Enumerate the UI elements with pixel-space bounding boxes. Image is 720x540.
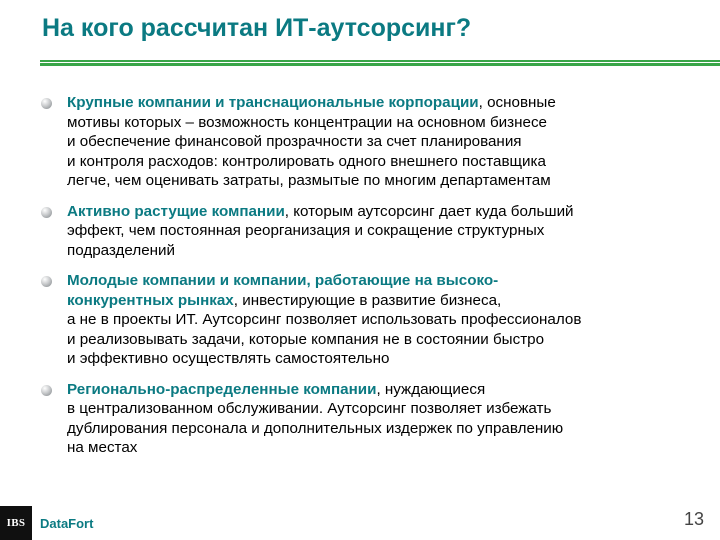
item-line: и обеспечение финансовой прозрачности за счет планирования [67, 133, 522, 150]
item-line: на местах [67, 439, 138, 456]
footer-brand: DataFort [40, 516, 94, 531]
item-line: подразделений [67, 241, 176, 259]
item-first-line [67, 380, 720, 400]
item-lead: Крупные компании и транснациональные корпорации [67, 94, 479, 111]
title-divider [40, 60, 720, 66]
item-first-line [67, 202, 720, 222]
item-line: мотивы которых – возможность концентрации на основном бизнесе [67, 113, 547, 131]
item-lead: конкурентных рынках [67, 291, 234, 309]
item-lead: Активно растущие компании [67, 202, 285, 220]
item-line: в централизованном обслуживании. Аутсорсинг позволяет избежать [67, 400, 552, 417]
item-first-line [67, 291, 720, 311]
item-line: дублирования персонала и дополнительных издержек по управлению [67, 419, 564, 437]
item-line: и контроля расходов: контролировать одного внешнего поставщика [67, 152, 546, 170]
item-tail: , которым аутсорсинг дает куда больший [284, 202, 574, 220]
bullet-icon [41, 207, 52, 218]
item-line: легче, чем оценивать затраты, размытые по многим департаментам [67, 172, 551, 189]
bullet-icon [41, 276, 52, 287]
item-tail: , инвестирующие в развитие бизнеса, [233, 291, 502, 309]
item-tail: , основные [478, 94, 556, 111]
item-line: а не в проекты ИТ. Аутсорсинг позволяет использовать профессионалов [67, 311, 582, 328]
list-item [36, 271, 720, 369]
item-line: и эффективно осуществлять самостоятельно [67, 350, 390, 367]
list-item [36, 202, 720, 261]
item-tail: , нуждающиеся [376, 380, 486, 398]
slide-title: На кого рассчитан ИТ-аутсорсинг? [42, 14, 472, 42]
bullet-icon [41, 385, 52, 396]
list-item [36, 93, 720, 191]
item-lead: Молодые компании и компании, работающие на высоко- [67, 272, 499, 289]
item-line: эффект, чем постоянная реорганизация и сокращение структурных [67, 222, 545, 239]
logo-text: IBS [6, 517, 26, 529]
item-lead: Регионально-распределенные компании [67, 380, 377, 398]
item-first-line [67, 93, 720, 113]
bullet-list [36, 93, 720, 458]
ibs-logo [0, 506, 32, 540]
page-number: 13 [683, 509, 704, 529]
list-item [36, 380, 720, 458]
bullet-icon [41, 98, 52, 109]
item-line: и реализовывать задачи, которые компания не в состоянии быстро [67, 330, 545, 348]
